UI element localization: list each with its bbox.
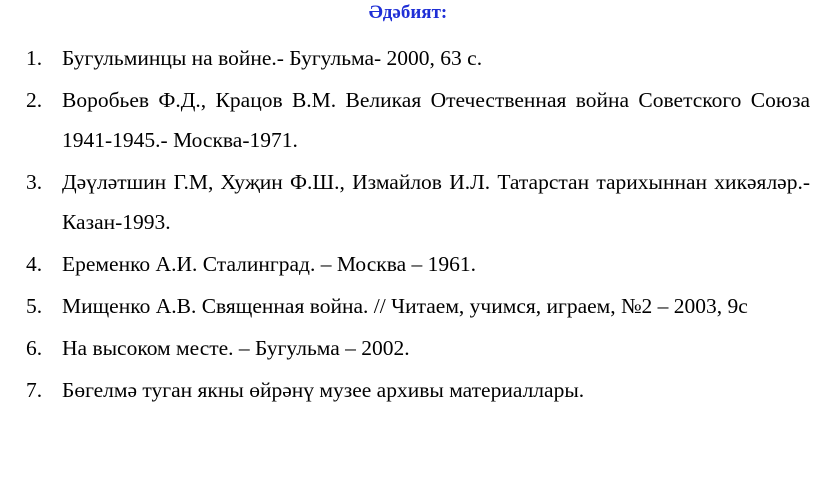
reference-number: 2.: [26, 88, 43, 112]
reference-item: [0, 162, 816, 242]
page-title-text: Әдәбият:: [368, 2, 448, 23]
reference-list: [0, 38, 816, 412]
reference-number: 5.: [26, 294, 43, 318]
reference-number: 3.: [26, 170, 43, 194]
reference-text: Бугульминцы на войне.- Бугульма- 2000, 63 с.: [62, 46, 483, 70]
reference-text: Еременко А.И. Сталинград. – Москва – 1961.: [62, 252, 476, 276]
reference-text: Дәүләтшин Г.М, Хуҗин Ф.Ш., Измайлов И.Л. Татарстан тарихыннан хикәяләр.-Казан-1993.: [62, 170, 810, 234]
reference-number: 1.: [26, 46, 43, 70]
reference-item: [0, 370, 816, 410]
reference-number: 7.: [26, 378, 43, 402]
reference-text: Бөгелмә туган якны өйрәнү музее архивы материаллары.: [62, 378, 585, 402]
reference-number: 6.: [26, 336, 43, 360]
reference-text: Мищенко А.В. Священная война. // Читаем, учимся, играем, №2 – 2003, 9с: [62, 294, 748, 318]
reference-item: [0, 328, 816, 368]
reference-text: Воробьев Ф.Д., Крацов В.М. Великая Отечественная война Советского Союза 1941-1945.- Москва-1971.: [62, 88, 810, 152]
reference-text: На высоком месте. – Бугульма – 2002.: [62, 336, 410, 360]
reference-item: [0, 244, 816, 284]
reference-item: [0, 286, 816, 326]
reference-item: [0, 80, 816, 160]
page-title: [0, 2, 816, 24]
reference-item: [0, 38, 816, 78]
reference-number: 4.: [26, 252, 43, 276]
